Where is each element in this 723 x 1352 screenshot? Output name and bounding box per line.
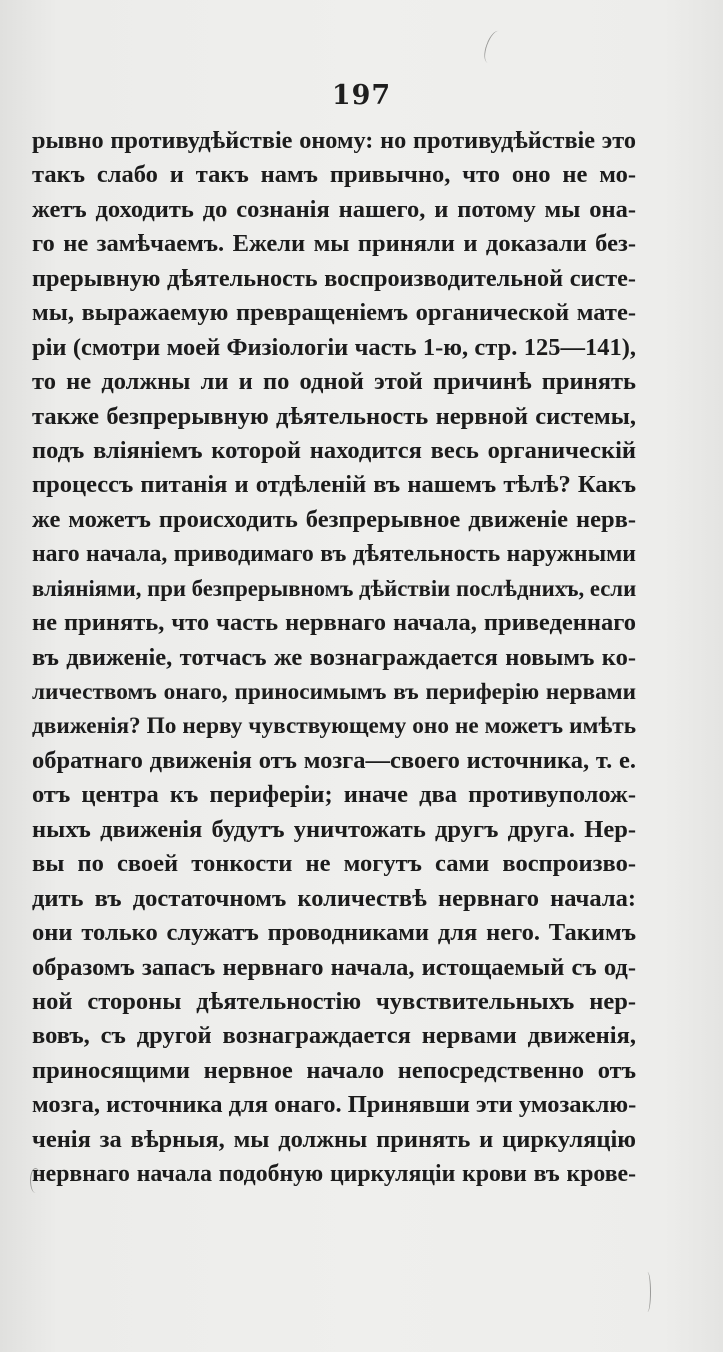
text-line: образомъ запасъ нервнаго начала, истощаемый съ од- <box>32 953 636 981</box>
text-line: такъ слабо и такъ намъ привычно, что оно не мо- <box>32 161 636 189</box>
text-line: приносящими нервное начало непосредственно отъ <box>32 1056 636 1084</box>
text-line: ной стороны дѣятельностію чувствительныхъ нер- <box>32 987 636 1015</box>
text-line: процессъ питанія и отдѣленій въ нашемъ тѣлѣ? Какъ <box>32 471 636 499</box>
text-line: ріи (смотри моей Физіологіи часть 1-ю, стр. 125—141), <box>32 333 636 361</box>
text-line: въ движеніе, тотчасъ же вознаграждается новымъ ко- <box>32 643 636 671</box>
text-line: также безпрерывную дѣятельность нервной системы, <box>32 402 636 430</box>
text-line: обратнаго движенія отъ мозга—своего источника, т. е. <box>32 746 636 774</box>
text-line: личествомъ онаго, приносимымъ въ периферію нервами <box>32 679 636 705</box>
text-line: же можетъ происходить безпрерывное движеніе нерв- <box>32 505 636 533</box>
text-line: они только служатъ проводниками для него. Такимъ <box>32 919 636 947</box>
text-line: го не замѣчаемъ. Ежели мы приняли и доказали без- <box>32 230 636 258</box>
page-number: 197 <box>331 80 392 111</box>
text-line: отъ центра къ периферіи; иначе два противуполож- <box>32 781 636 809</box>
text-line: подъ вліяніемъ которой находится весь органическій <box>32 436 636 464</box>
text-line: наго начала, приводимаго въ дѣятельность наружными <box>32 541 636 568</box>
text-line: не принять, что часть нервнаго начала, приведеннаго <box>32 609 636 637</box>
text-line: вы по своей тонкости не могутъ сами воспроизво- <box>32 850 636 878</box>
text-line: то не должны ли и по одной этой причинѣ принять <box>32 368 636 396</box>
text-line: нервнаго начала подобную циркуляціи крови въ крове- <box>32 1161 636 1188</box>
text-line: дить въ достаточномъ количествѣ нервнаго начала: <box>32 884 636 912</box>
text-line: ныхъ движенія будутъ уничтожать другъ друга. Нер- <box>32 815 636 843</box>
text-line: движенія? По нерву чувствующему оно не можетъ имѣть <box>32 713 636 740</box>
body-text <box>32 124 636 1192</box>
text-line: жетъ доходить до сознанія нашего, и потому мы она- <box>32 195 636 223</box>
text-line: мы, выражаемую превращеніемъ органической мате- <box>32 299 636 327</box>
text-line: рывно противудѣйствіе оному: но противудѣйствіе это <box>32 127 636 154</box>
paper-scratch-mark <box>644 1272 651 1312</box>
text-line: мозга, источника для онаго. Принявши эти умозаклю- <box>32 1091 636 1119</box>
text-line: прерывную дѣятельность воспроизводительной систе- <box>32 264 636 292</box>
text-line: ченія за вѣрныя, мы должны принять и циркуляцію <box>32 1125 636 1153</box>
text-line: вовъ, съ другой вознаграждается нервами движенія, <box>32 1022 636 1050</box>
text-line: вліяніями, при безпрерывномъ дѣйствіи послѣднихъ, если <box>32 575 636 601</box>
paper-scratch-mark <box>481 28 507 65</box>
